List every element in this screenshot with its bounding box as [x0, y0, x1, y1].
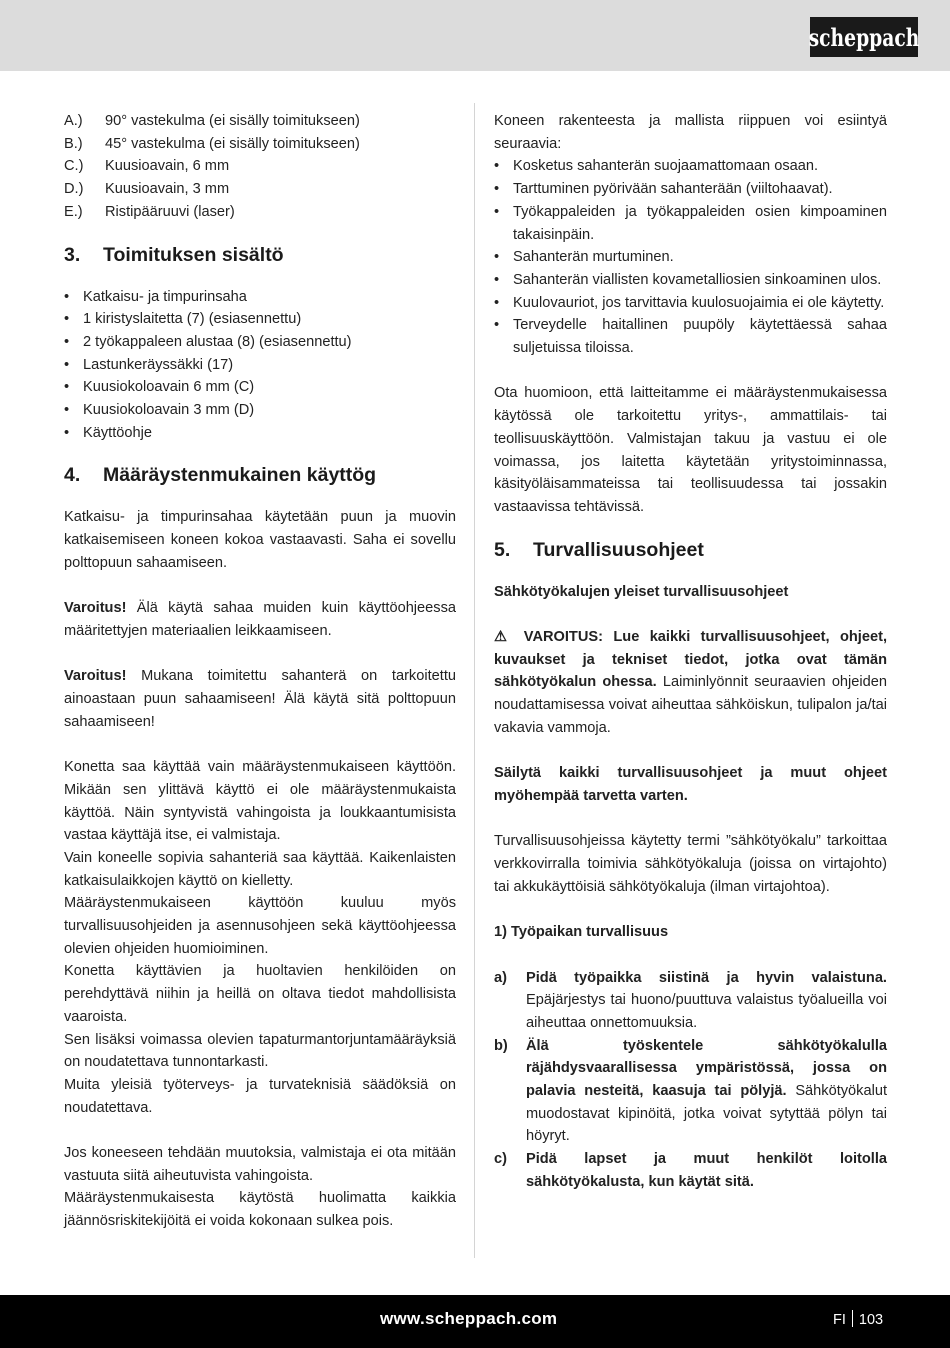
- list-item: b) Älä työskentele sähkötyökalulla räjähdysvaarallisessa ympäristössä, jossa on palavia nesteitä, kaasuja tai pölyjä. Sähkötyökalut muodostavat kipinöitä, jotka voivat sytyttää pölyn tai höyryt.: [494, 1037, 887, 1145]
- paragraph: Määräystenmukaiseen käyttöön kuuluu myös turvallisuusohjeiden ja asennusohjeen sekä käyttöohjeessa olevien ohjeiden huomioiminen.: [64, 895, 456, 957]
- paragraph: Konetta saa käyttää vain määräystenmukaiseen käyttöön. Mikään sen ylittävä käyttö ei ole määräystenmukaista käyttöä. Näin syntyvistä vahingoista ja loukkaantumisista vastaa käyttäjä itse, ei valmistaja.: [64, 759, 456, 844]
- section-heading-3: 3. Toimituksen sisältö: [64, 243, 284, 266]
- paragraph: Sen lisäksi voimassa olevien tapaturmantorjuntamääräyksiä on noudatettava tunnontarkasti.: [64, 1031, 456, 1071]
- list-item: • Kuusiokoloavain 3 mm (D): [64, 402, 255, 419]
- paragraph: Konetta käyttävien ja huoltavien henkilöiden on perehdyttävä niihin ja heillä on oltava tiedot mahdollisista vaaroista.: [64, 963, 456, 1025]
- list-item: • Sahanterän viallisten kovametalliosien sinkoaminen ulos.: [494, 271, 882, 288]
- risk-list: [494, 155, 887, 359]
- paragraph: Turvallisuusohjeissa käytetty termi ”sähkötyökalu” tarkoittaa verkkovirralla toimivia sähkötyökaluja (joissa on virtajohto) tai akkukäyttöisiä sähkötyökaluja (ilman virtajohtoa).: [494, 833, 887, 895]
- footer-bar: [0, 1295, 950, 1348]
- paragraph: Ota huomioon, että laitteitamme ei määräystenmukaisessa käytössä ole tarkoitettu yritys-, ammattilais- tai teollisuuskäyttöön. Valmistajan takuu ja vastuu ei ole voimassa, jos laitetta käytetään yritystoiminnassa, käsityöläisammateissa tai teollisuudessa tai jossakin vastaavissa tehtävissä.: [494, 385, 887, 515]
- paragraph: Jos koneeseen tehdään muutoksia, valmistaja ei ota mitään vastuuta siitä aiheutuvista vahingoista.: [64, 1145, 456, 1184]
- list-item: • Kuulovauriot, jos tarvittavia kuulosuojaimia ei ole käytetty.: [494, 294, 885, 311]
- list-item: • Terveydelle haitallinen puupöly käytettäessä sahaa suljetuissa tiloissa.: [494, 317, 887, 357]
- list-item: B.) 45° vastekulma (ei sisälly toimitukseen): [64, 135, 360, 152]
- left-column: [64, 110, 456, 1233]
- warning-triangle-icon: ⚠: [494, 629, 514, 646]
- list-item: A.) 90° vastekulma (ei sisälly toimitukseen): [64, 113, 360, 129]
- logo-text: scheppach: [808, 22, 920, 52]
- list-item: • Käyttöohje: [64, 424, 152, 441]
- list-item: • Sahanterän murtuminen.: [494, 249, 674, 266]
- safety-items: [494, 967, 887, 1194]
- list-item: C.) Kuusioavain, 6 mm: [64, 158, 230, 175]
- accessory-list: [64, 110, 456, 224]
- scheppach-logo: [810, 17, 918, 57]
- list-item: • 2 työkappaleen alustaa (8) (esiasennettu): [64, 333, 352, 350]
- list-item: • Kuusiokoloavain 6 mm (C): [64, 379, 255, 396]
- page-number: FI 103: [833, 1312, 884, 1328]
- list-item: • 1 kiristyslaitetta (7) (esiasennettu): [64, 311, 302, 328]
- list-item: • Lastunkeräyssäkki (17): [64, 356, 234, 373]
- list-item: • Kosketus sahanterän suojaamattomaan osaan.: [494, 158, 819, 175]
- warning-paragraph: Varoitus! Älä käytä sahaa muiden kuin käyttöohjeessa määritettyjen materiaalien leikkaamiseen.: [64, 600, 456, 639]
- subheading: 1) Työpaikan turvallisuus: [494, 924, 669, 941]
- paragraph: Katkaisu- ja timpurinsahaa käytetään puun ja muovin katkaisemiseen koneen kokoa vastaavasti. Saha ei sovellu polttopuun sahaamiseen.: [64, 509, 456, 571]
- warning-paragraph: Varoitus! Mukana toimitettu sahanterä on tarkoitettu ainoastaan puun sahaamiseen! Älä käytä sitä polttopuun sahaamiseen!: [64, 668, 456, 730]
- warning-paragraph: ⚠ VAROITUS: Lue kaikki turvallisuusohjeet, ohjeet, kuvaukset ja tekniset tiedot, jotka ovat tämän sähkötyökalun ohessa. Laiminlyönnit seuraavien ohjeiden noudattamisessa voivat aiheuttaa sähköiskun, tulipalon ja/tai vakavia vammoja.: [494, 629, 887, 736]
- list-item: • Työkappaleiden ja työkappaleiden osien kimpoaminen takaisinpäin.: [494, 203, 887, 243]
- paragraph: Muita yleisiä työterveys- ja turvateknisiä säädöksiä on noudatettava.: [64, 1076, 456, 1116]
- section-heading-4: 4. Määräystenmukainen käyttög: [64, 464, 377, 487]
- list-item: c) Pidä lapset ja muut henkilöt loitolla sähkötyökalusta, kun käytät sitä.: [494, 1151, 887, 1190]
- header-bar: [0, 0, 950, 71]
- website-url: www.scheppach.com: [380, 1309, 558, 1328]
- list-item: • Katkaisu- ja timpurinsaha: [64, 288, 247, 305]
- section-heading-5: 5. Turvallisuusohjeet: [494, 538, 704, 561]
- paragraph: Koneen rakenteesta ja mallista riippuen voi esiintyä seuraavia:: [494, 113, 887, 152]
- delivery-list: [64, 286, 456, 445]
- list-item: D.) Kuusioavain, 3 mm: [64, 181, 230, 198]
- list-item: E.) Ristipääruuvi (laser): [64, 203, 235, 220]
- subheading: Sähkötyökalujen yleiset turvallisuusohjeet: [494, 583, 789, 600]
- column-divider: [474, 103, 475, 1258]
- right-column: [494, 110, 887, 1194]
- list-item: a) Pidä työpaikka siistinä ja hyvin valaistuna. Epäjärjestys tai huono/puuttuva valaistus työalueilla voi aiheuttaa onnettomuuksia.: [494, 969, 887, 1031]
- paragraph: Vain koneelle sopivia sahanteriä saa käyttää. Kaikenlaisten katkaisulaikkojen käyttö on kielletty.: [64, 849, 456, 889]
- paragraph: Määräystenmukaisesta käytöstä huolimatta kaikkia jäännösriskitekijöitä ei voida kokonaan sulkea pois.: [64, 1190, 456, 1230]
- list-item: • Tarttuminen pyörivään sahanterään (viiltohaavat).: [494, 181, 833, 198]
- paragraph-bold: Säilytä kaikki turvallisuusohjeet ja muut ohjeet myöhempää tarvetta varten.: [494, 765, 887, 804]
